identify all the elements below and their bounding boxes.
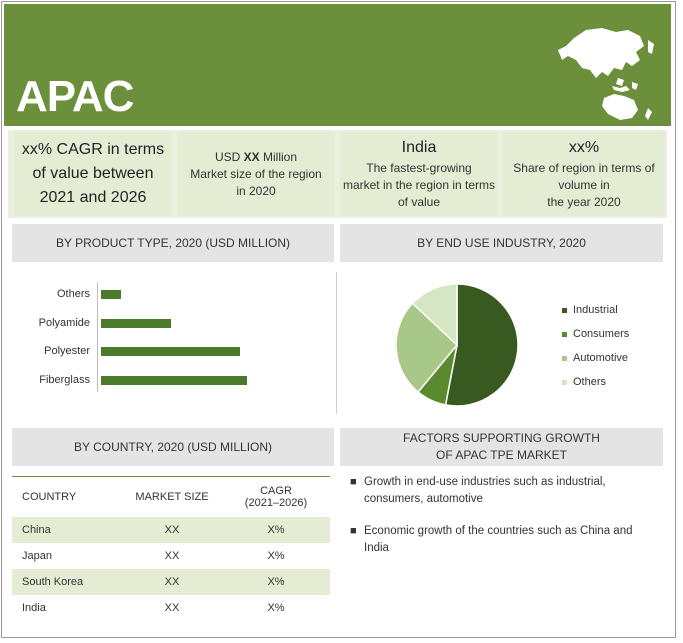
table-row	[12, 569, 330, 595]
kpi-market-size	[177, 132, 335, 216]
list-item	[350, 474, 660, 508]
factor-text-line1: Economic growth of the countries such as China and	[364, 525, 633, 537]
bullet-icon: ■	[350, 476, 357, 488]
country-header: BY COUNTRY, 2020 (USD MILLION)	[12, 428, 334, 466]
legend-item	[562, 370, 629, 394]
factor-text-line2: India	[364, 542, 389, 554]
market-size-column-header: MARKET SIZE	[122, 477, 222, 517]
legend-item	[562, 346, 629, 370]
pie-legend	[562, 298, 629, 394]
cagr-column-header	[222, 477, 330, 517]
country-column-header: COUNTRY	[12, 477, 122, 517]
table-row	[12, 595, 330, 621]
table-row	[12, 517, 330, 543]
bar-label: Fiberglass	[39, 373, 90, 386]
factors-header	[340, 428, 663, 466]
country-cell: China	[12, 517, 122, 543]
growth-factors-list	[350, 474, 660, 572]
chart-divider	[336, 272, 337, 414]
factors-header-line2: OF APAC TPE MARKET	[436, 448, 567, 462]
kpi-fastest-growing-head: India	[401, 138, 437, 156]
table-header-row	[12, 477, 330, 517]
kpi-volume-share-line3: the year 2020	[547, 194, 621, 209]
region-header	[4, 4, 671, 126]
bar	[101, 376, 247, 385]
legend-label: Consumers	[573, 328, 630, 340]
list-item	[350, 523, 660, 557]
bar	[101, 347, 240, 356]
market-size-cell: XX	[164, 601, 180, 614]
legend-swatch	[562, 332, 567, 337]
kpi-volume-share-line2: volume in	[558, 177, 610, 192]
kpi-cagr	[14, 132, 172, 216]
kpi-fastest-growing-line2: market in the region in terms	[342, 177, 496, 192]
country-table	[12, 476, 330, 621]
kpi-fastest-growing	[340, 132, 498, 216]
table-row	[12, 543, 330, 569]
bar-chart-axis	[97, 282, 98, 392]
market-size-cell: XX	[122, 569, 222, 595]
country-cell: India	[22, 601, 46, 614]
cagr-header-line1: CAGR	[260, 484, 292, 497]
kpi-fastest-growing-line1: The fastest-growing	[366, 160, 472, 175]
legend-label: Automotive	[573, 352, 629, 364]
market-size-cell: XX	[122, 517, 222, 543]
end-use-header: BY END USE INDUSTRY, 2020	[340, 224, 663, 262]
kpi-market-size-head: USD XX Million	[214, 149, 298, 164]
kpi-cagr-line2: of value between	[32, 165, 154, 182]
cagr-cell: X%	[222, 517, 330, 543]
factor-text-line2: consumers, automotive	[364, 493, 483, 505]
kpi-cagr-line1: xx% CAGR in terms	[21, 141, 165, 158]
bar-label: Polyester	[44, 345, 90, 357]
product-type-header: BY PRODUCT TYPE, 2020 (USD MILLION)	[12, 224, 334, 262]
bar-label: Polyamide	[38, 316, 90, 329]
legend-item	[562, 322, 629, 346]
cagr-cell: X%	[222, 569, 330, 595]
market-size-cell: XX	[164, 549, 180, 562]
country-cell: Japan	[22, 549, 52, 562]
kpi-volume-share	[503, 132, 665, 216]
kpi-volume-share-line1: Share of region in terms of	[513, 160, 655, 175]
legend-label: Industrial	[573, 304, 618, 316]
bar	[101, 290, 121, 299]
asia-pacific-map-icon	[556, 16, 666, 124]
kpi-fastest-growing-line3: of value	[397, 194, 441, 209]
kpi-market-size-line3: in 2020	[236, 183, 276, 198]
bullet-icon: ■	[350, 525, 357, 537]
factor-text-line1: Growth in end-use industries such as industrial,	[364, 476, 606, 488]
end-use-pie-chart	[392, 280, 522, 410]
legend-swatch	[562, 308, 567, 313]
region-title: APAC	[16, 72, 134, 121]
kpi-volume-share-head: xx%	[568, 138, 600, 156]
legend-label: Others	[573, 376, 607, 388]
cagr-cell: X%	[267, 549, 285, 562]
factors-header-line1: FACTORS SUPPORTING GROWTH	[403, 431, 600, 445]
country-cell: South Korea	[12, 569, 122, 595]
cagr-cell: X%	[267, 601, 285, 614]
kpi-cagr-line3: 2021 and 2026	[39, 189, 147, 206]
legend-swatch	[562, 380, 567, 385]
legend-swatch	[562, 356, 567, 361]
cagr-header-line2: (2021–2026)	[244, 496, 308, 509]
bar	[101, 319, 171, 328]
legend-item	[562, 298, 629, 322]
bar-label: Others	[56, 288, 90, 300]
kpi-market-size-line2: Market size of the region	[190, 166, 322, 181]
